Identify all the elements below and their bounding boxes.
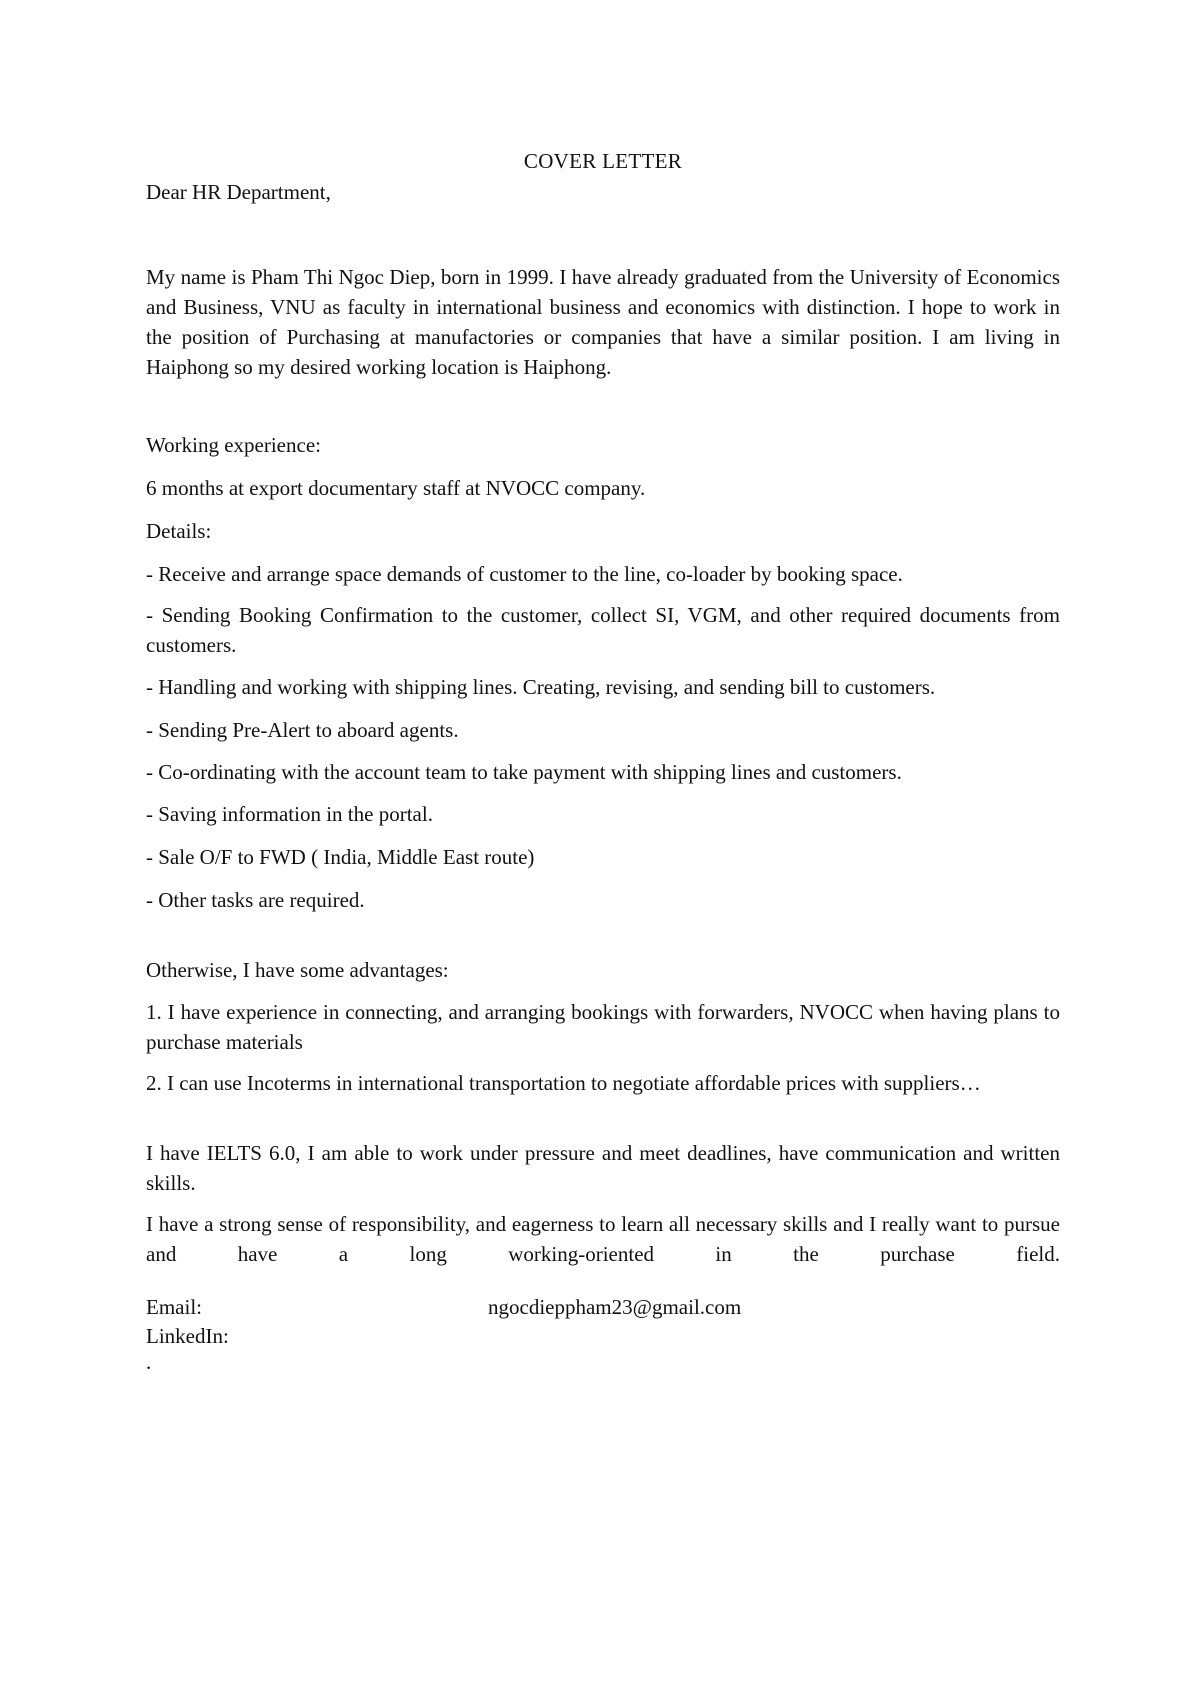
cover-letter-page [146, 0, 1060, 1698]
experience-summary: 6 months at export documentary staff at NVOCC company. [146, 476, 646, 500]
detail-item: - Handling and working with shipping lines. Creating, revising, and sending bill to customers. [146, 675, 936, 699]
linkedin-label: LinkedIn: [146, 1324, 229, 1348]
detail-item: - Sending Booking Confirmation to the customer, collect SI, VGM, and other required documents from customers. [146, 603, 1060, 657]
email-label: Email: [146, 1295, 202, 1319]
advantage-item: 2. I can use Incoterms in international transportation to negotiate affordable prices with suppliers… [146, 1071, 981, 1095]
experience-heading: Working experience: [146, 433, 321, 457]
email-value: ngocdieppham23@gmail.com [488, 1295, 742, 1319]
detail-item: - Sending Pre-Alert to aboard agents. [146, 718, 459, 742]
detail-item: - Sale O/F to FWD ( India, Middle East route) [146, 845, 535, 869]
details-heading: Details: [146, 519, 212, 543]
closing-paragraph: I have a strong sense of responsibility, and eagerness to learn all necessary skills and I really want to pursue and have a long working-oriented in the purchase field. [146, 1212, 1060, 1266]
email-row [146, 1292, 1060, 1322]
skills-paragraph: I have IELTS 6.0, I am able to work under pressure and meet deadlines, have communication and written skills. [146, 1141, 1060, 1195]
intro-paragraph: My name is Pham Thi Ngoc Diep, born in 1999. I have already graduated from the University of Economics and Business, VNU as faculty in international business and economics with distinction. I hope to work in the position of Purchasing at manufactories or companies that have a similar position. I am living in Haiphong so my desired working location is Haiphong. [146, 265, 1060, 379]
detail-item: - Saving information in the portal. [146, 802, 433, 826]
advantage-item: 1. I have experience in connecting, and arranging bookings with forwarders, NVOCC when having plans to purchase materials [146, 1000, 1060, 1054]
advantages-heading: Otherwise, I have some advantages: [146, 958, 449, 982]
detail-item: - Receive and arrange space demands of customer to the line, co-loader by booking space. [146, 562, 903, 586]
page-title: COVER LETTER [523, 149, 683, 173]
detail-item: - Co-ordinating with the account team to take payment with shipping lines and customers. [146, 760, 902, 784]
trailing-mark: . [146, 1350, 152, 1374]
detail-item: - Other tasks are required. [146, 888, 365, 912]
salutation: Dear HR Department, [146, 180, 331, 204]
